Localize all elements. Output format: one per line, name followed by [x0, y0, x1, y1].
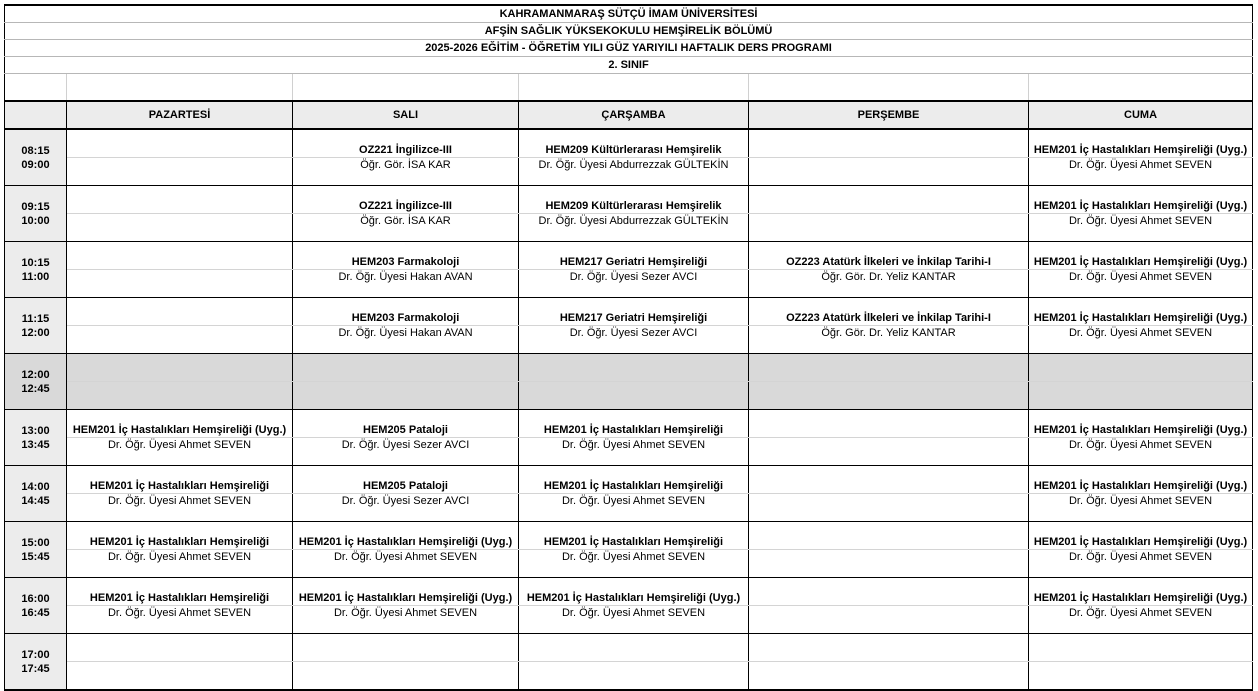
course-name-friday: HEM201 İç Hastalıkları Hemşireliği (Uyg.) [1029, 186, 1253, 214]
day-header-row [5, 101, 1253, 129]
instructor-name-thursday [749, 494, 1029, 522]
slot-row-top [5, 298, 1253, 326]
course-name-tuesday: HEM201 İç Hastalıkları Hemşireliği (Uyg.) [293, 522, 519, 550]
slot-row-bottom [5, 494, 1253, 522]
course-name-monday [67, 298, 293, 326]
instructor-name-friday: Dr. Öğr. Üyesi Ahmet SEVEN [1029, 606, 1253, 634]
instructor-name-tuesday: Dr. Öğr. Üyesi Hakan AVAN [293, 270, 519, 298]
university-title: KAHRAMANMARAŞ SÜTÇÜ İMAM ÜNİVERSİTESİ [5, 5, 1253, 23]
course-name-tuesday: OZ221 İngilizce-III [293, 186, 519, 214]
course-name-friday [1029, 354, 1253, 382]
slot-end-time: 11:00 [5, 270, 67, 298]
instructor-name-tuesday: Öğr. Gör. İSA KAR [293, 214, 519, 242]
instructor-name-monday [67, 382, 293, 410]
slot-row-bottom [5, 606, 1253, 634]
course-name-thursday: OZ223 Atatürk İlkeleri ve İnkilap Tarihi-I [749, 298, 1029, 326]
course-name-friday: HEM201 İç Hastalıkları Hemşireliği (Uyg.) [1029, 466, 1253, 494]
course-name-friday: HEM201 İç Hastalıkları Hemşireliği (Uyg.) [1029, 522, 1253, 550]
course-name-friday: HEM201 İç Hastalıkları Hemşireliği (Uyg.) [1029, 410, 1253, 438]
course-name-thursday [749, 186, 1029, 214]
course-name-wednesday: HEM209 Kültürlerarası Hemşirelik [519, 186, 749, 214]
slot-start-time: 13:00 [5, 410, 67, 438]
course-name-tuesday [293, 634, 519, 662]
instructor-name-friday: Dr. Öğr. Üyesi Ahmet SEVEN [1029, 214, 1253, 242]
instructor-name-thursday: Öğr. Gör. Dr. Yeliz KANTAR [749, 326, 1029, 354]
course-name-monday [67, 129, 293, 158]
course-name-wednesday [519, 634, 749, 662]
course-name-thursday [749, 634, 1029, 662]
course-name-tuesday: OZ221 İngilizce-III [293, 129, 519, 158]
course-name-friday: HEM201 İç Hastalıkları Hemşireliği (Uyg.) [1029, 578, 1253, 606]
slot-row-top [5, 522, 1253, 550]
course-name-thursday [749, 354, 1029, 382]
course-name-friday: HEM201 İç Hastalıkları Hemşireliği (Uyg.) [1029, 129, 1253, 158]
slot-row-bottom [5, 382, 1253, 410]
slot-start-time: 14:00 [5, 466, 67, 494]
instructor-name-thursday [749, 550, 1029, 578]
instructor-name-monday: Dr. Öğr. Üyesi Ahmet SEVEN [67, 494, 293, 522]
blank-cell [749, 74, 1029, 102]
slot-row-top [5, 354, 1253, 382]
course-name-monday [67, 354, 293, 382]
course-name-monday: HEM201 İç Hastalıkları Hemşireliği [67, 522, 293, 550]
instructor-name-friday: Dr. Öğr. Üyesi Ahmet SEVEN [1029, 438, 1253, 466]
day-header-wednesday: ÇARŞAMBA [519, 101, 749, 129]
instructor-name-thursday [749, 438, 1029, 466]
header-row-1 [5, 5, 1253, 23]
slot-end-time: 15:45 [5, 550, 67, 578]
course-name-thursday [749, 466, 1029, 494]
schedule-sheet [4, 4, 1252, 691]
slot-end-time: 17:45 [5, 662, 67, 691]
instructor-name-wednesday: Dr. Öğr. Üyesi Sezer AVCI [519, 326, 749, 354]
instructor-name-tuesday: Öğr. Gör. İSA KAR [293, 158, 519, 186]
instructor-name-wednesday: Dr. Öğr. Üyesi Sezer AVCI [519, 270, 749, 298]
instructor-name-friday: Dr. Öğr. Üyesi Ahmet SEVEN [1029, 158, 1253, 186]
slot-start-time: 08:15 [5, 129, 67, 158]
instructor-name-thursday [749, 382, 1029, 410]
slot-row-top [5, 129, 1253, 158]
day-header-monday: PAZARTESİ [67, 101, 293, 129]
course-name-monday: HEM201 İç Hastalıkları Hemşireliği [67, 578, 293, 606]
course-name-friday: HEM201 İç Hastalıkları Hemşireliği (Uyg.) [1029, 298, 1253, 326]
course-name-monday [67, 242, 293, 270]
instructor-name-thursday [749, 662, 1029, 691]
instructor-name-thursday [749, 606, 1029, 634]
slot-start-time: 11:15 [5, 298, 67, 326]
blank-cell [293, 74, 519, 102]
slot-row-top [5, 242, 1253, 270]
blank-cell [5, 74, 67, 102]
instructor-name-monday: Dr. Öğr. Üyesi Ahmet SEVEN [67, 606, 293, 634]
course-name-wednesday: HEM201 İç Hastalıkları Hemşireliği [519, 410, 749, 438]
slot-row-top [5, 466, 1253, 494]
course-name-thursday [749, 129, 1029, 158]
instructor-name-friday [1029, 382, 1253, 410]
instructor-name-monday [67, 270, 293, 298]
class-title: 2. SINIF [5, 57, 1253, 74]
slot-start-time: 09:15 [5, 186, 67, 214]
course-name-friday [1029, 634, 1253, 662]
blank-cell [67, 74, 293, 102]
instructor-name-monday [67, 326, 293, 354]
slot-start-time: 10:15 [5, 242, 67, 270]
slot-end-time: 13:45 [5, 438, 67, 466]
slot-row-bottom [5, 158, 1253, 186]
blank-row [5, 74, 1253, 102]
course-name-tuesday [293, 354, 519, 382]
slot-row-top [5, 410, 1253, 438]
slot-row-top [5, 634, 1253, 662]
course-name-friday: HEM201 İç Hastalıkları Hemşireliği (Uyg.) [1029, 242, 1253, 270]
instructor-name-thursday [749, 158, 1029, 186]
course-name-tuesday: HEM203 Farmakoloji [293, 242, 519, 270]
schedule-table [4, 4, 1253, 691]
instructor-name-wednesday: Dr. Öğr. Üyesi Abdurrezzak GÜLTEKİN [519, 214, 749, 242]
instructor-name-tuesday: Dr. Öğr. Üyesi Hakan AVAN [293, 326, 519, 354]
course-name-tuesday: HEM205 Pataloji [293, 466, 519, 494]
instructor-name-thursday [749, 214, 1029, 242]
course-name-thursday: OZ223 Atatürk İlkeleri ve İnkilap Tarihi-I [749, 242, 1029, 270]
day-header-friday: CUMA [1029, 101, 1253, 129]
course-name-wednesday: HEM201 İç Hastalıkları Hemşireliği [519, 522, 749, 550]
instructor-name-friday: Dr. Öğr. Üyesi Ahmet SEVEN [1029, 494, 1253, 522]
slot-row-bottom [5, 550, 1253, 578]
slot-start-time: 17:00 [5, 634, 67, 662]
program-title: 2025-2026 EĞİTİM - ÖĞRETİM YILI GÜZ YARIYILI HAFTALIK DERS PROGRAMI [5, 40, 1253, 57]
instructor-name-tuesday: Dr. Öğr. Üyesi Ahmet SEVEN [293, 606, 519, 634]
course-name-tuesday: HEM201 İç Hastalıkları Hemşireliği (Uyg.) [293, 578, 519, 606]
slot-end-time: 12:00 [5, 326, 67, 354]
instructor-name-wednesday [519, 382, 749, 410]
course-name-tuesday: HEM205 Pataloji [293, 410, 519, 438]
slot-row-top [5, 578, 1253, 606]
course-name-wednesday: HEM217 Geriatri Hemşireliği [519, 298, 749, 326]
slot-row-top [5, 186, 1253, 214]
slot-row-bottom [5, 214, 1253, 242]
course-name-wednesday: HEM201 İç Hastalıkları Hemşireliği (Uyg.) [519, 578, 749, 606]
instructor-name-tuesday [293, 382, 519, 410]
instructor-name-wednesday: Dr. Öğr. Üyesi Ahmet SEVEN [519, 438, 749, 466]
instructor-name-friday: Dr. Öğr. Üyesi Ahmet SEVEN [1029, 270, 1253, 298]
school-title: AFŞİN SAĞLIK YÜKSEKOKULU HEMŞİRELİK BÖLÜMÜ [5, 23, 1253, 40]
blank-cell [519, 74, 749, 102]
course-name-wednesday: HEM201 İç Hastalıkları Hemşireliği [519, 466, 749, 494]
instructor-name-monday: Dr. Öğr. Üyesi Ahmet SEVEN [67, 438, 293, 466]
slot-start-time: 15:00 [5, 522, 67, 550]
course-name-wednesday [519, 354, 749, 382]
slot-end-time: 12:45 [5, 382, 67, 410]
course-name-thursday [749, 578, 1029, 606]
course-name-thursday [749, 410, 1029, 438]
slot-start-time: 16:00 [5, 578, 67, 606]
instructor-name-wednesday: Dr. Öğr. Üyesi Ahmet SEVEN [519, 606, 749, 634]
instructor-name-monday: Dr. Öğr. Üyesi Ahmet SEVEN [67, 550, 293, 578]
instructor-name-monday [67, 214, 293, 242]
instructor-name-friday: Dr. Öğr. Üyesi Ahmet SEVEN [1029, 550, 1253, 578]
slot-row-bottom [5, 326, 1253, 354]
instructor-name-wednesday [519, 662, 749, 691]
course-name-wednesday: HEM209 Kültürlerarası Hemşirelik [519, 129, 749, 158]
course-name-monday: HEM201 İç Hastalıkları Hemşireliği (Uyg.) [67, 410, 293, 438]
course-name-tuesday: HEM203 Farmakoloji [293, 298, 519, 326]
course-name-monday [67, 634, 293, 662]
slot-end-time: 16:45 [5, 606, 67, 634]
slot-row-bottom [5, 438, 1253, 466]
slot-end-time: 10:00 [5, 214, 67, 242]
day-header-tuesday: SALI [293, 101, 519, 129]
header-row-3 [5, 40, 1253, 57]
instructor-name-thursday: Öğr. Gör. Dr. Yeliz KANTAR [749, 270, 1029, 298]
instructor-name-friday [1029, 662, 1253, 691]
instructor-name-tuesday: Dr. Öğr. Üyesi Sezer AVCI [293, 438, 519, 466]
course-name-wednesday: HEM217 Geriatri Hemşireliği [519, 242, 749, 270]
course-name-monday: HEM201 İç Hastalıkları Hemşireliği [67, 466, 293, 494]
instructor-name-wednesday: Dr. Öğr. Üyesi Ahmet SEVEN [519, 550, 749, 578]
slot-row-bottom [5, 270, 1253, 298]
slot-end-time: 14:45 [5, 494, 67, 522]
instructor-name-tuesday: Dr. Öğr. Üyesi Ahmet SEVEN [293, 550, 519, 578]
course-name-thursday [749, 522, 1029, 550]
header-row-2 [5, 23, 1253, 40]
slot-end-time: 09:00 [5, 158, 67, 186]
instructor-name-monday [67, 158, 293, 186]
instructor-name-wednesday: Dr. Öğr. Üyesi Ahmet SEVEN [519, 494, 749, 522]
slot-start-time: 12:00 [5, 354, 67, 382]
instructor-name-tuesday [293, 662, 519, 691]
day-header-thursday: PERŞEMBE [749, 101, 1029, 129]
course-name-monday [67, 186, 293, 214]
corner-cell [5, 101, 67, 129]
instructor-name-monday [67, 662, 293, 691]
slot-row-bottom [5, 662, 1253, 691]
blank-cell [1029, 74, 1253, 102]
instructor-name-tuesday: Dr. Öğr. Üyesi Sezer AVCI [293, 494, 519, 522]
instructor-name-friday: Dr. Öğr. Üyesi Ahmet SEVEN [1029, 326, 1253, 354]
header-row-4 [5, 57, 1253, 74]
instructor-name-wednesday: Dr. Öğr. Üyesi Abdurrezzak GÜLTEKİN [519, 158, 749, 186]
